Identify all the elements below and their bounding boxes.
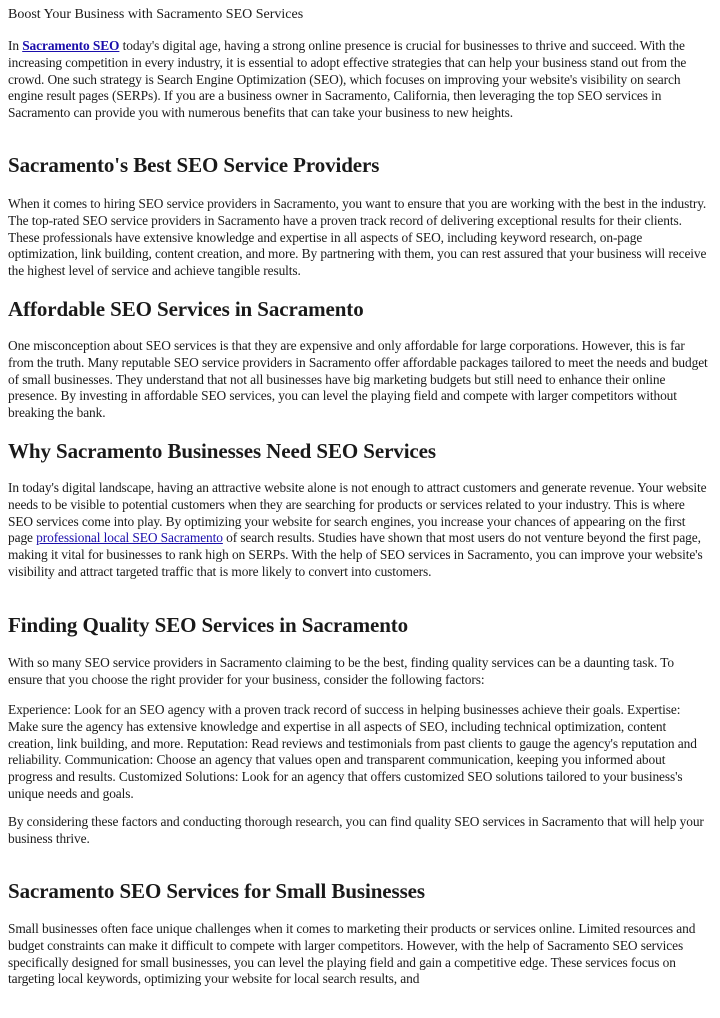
section-heading-best-providers: Sacramento's Best SEO Service Providers bbox=[8, 153, 380, 177]
section-paragraph-small-businesses: Small businesses often face unique challenges when it comes to marketing their products or services online. Limited resources and budget constraints can make it difficult to compete with larger competitors. However, with the help of Sacramento SEO services specifically designed for small businesses, you can level the playing field and gain a competitive edge. These services focus on targeting local keywords, optimizing your website for local search results, and bbox=[8, 921, 696, 987]
factors-paragraph: Experience: Look for an SEO agency with a proven track record of success in helping businesses achieve their goals. Expertise: Make sure the agency has extensive knowledge and expertise in all aspects of SEO, including technical optimization, content creation, link building, and more. Reputation: Read reviews and testimonials from past clients to gauge the agency's reputation and reliability. Communication: Choose an agency that values open and transparent communication, keeping you informed about progress and results. Customized Solutions: Look for an agency that offers customized SEO solutions tailored to your business's unique needs and goals. bbox=[8, 702, 697, 801]
section-heading-why-need: Why Sacramento Businesses Need SEO Services bbox=[8, 439, 436, 463]
section-heading-small-businesses: Sacramento SEO Services for Small Businesses bbox=[8, 879, 425, 903]
section-paragraph-best-providers: When it comes to hiring SEO service providers in Sacramento, you want to ensure that you are working with the best in the industry. The top-rated SEO service providers in Sacramento have a proven track record of delivering exceptional results for their clients. These professionals have extensive knowledge and expertise in all aspects of SEO, including keyword research, on-page optimization, link building, content creation, and more. By partnering with them, you can rest assured that your business will receive the highest level of service and achieve tangible results. bbox=[8, 196, 707, 279]
professional-local-seo-link[interactable]: professional local SEO Sacramento bbox=[36, 530, 223, 546]
section-paragraph-affordable: One misconception about SEO services is that they are expensive and only affordable for large corporations. However, this is far from the truth. Many reputable SEO service providers in Sacramento offer affordable packages tailored to meet the needs and budget of small businesses. They understand that not all businesses have big marketing budgets but still need to enhance their online presence. By investing in affordable SEO services, you can level the playing field and compete with larger competitors without breaking the bank. bbox=[8, 338, 708, 421]
section-heading-finding-quality: Finding Quality SEO Services in Sacramento bbox=[8, 613, 409, 637]
why-need-suffix: of search results. Studies have shown that most users do not venture beyond the first page, making it vital for businesses to rank high on SERPs. With the help of SEO services in Sacramento, you can improve your website's visibility and attract targeted traffic that is more likely to convert into customers. bbox=[8, 530, 703, 579]
section-paragraph-why-need bbox=[8, 480, 710, 581]
section-heading-affordable: Affordable SEO Services in Sacramento bbox=[8, 297, 364, 321]
conclusion-paragraph: By considering these factors and conducting thorough research, you can find quality SEO services in Sacramento that will help your business thrive. bbox=[8, 814, 704, 846]
why-need-prefix: In today's digital landscape, having an attractive website alone is not enough to attract customers and generate revenue. Your website needs to be visible to potential customers when they are searching for products or services related to your industry. This is where SEO services come into play. By optimizing your website for search engines, you increase your chances of appearing on the first page bbox=[8, 480, 707, 546]
intro-prefix: In bbox=[8, 38, 23, 53]
intro-paragraph bbox=[8, 38, 710, 122]
section-paragraph-finding-quality: With so many SEO service providers in Sacramento claiming to be the best, finding quality services can be a daunting task. To ensure that you choose the right provider for your business, consider the following factors: bbox=[8, 655, 674, 687]
sacramento-seo-link[interactable]: Sacramento SEO bbox=[22, 38, 120, 53]
document-title: Boost Your Business with Sacramento SEO Services bbox=[8, 7, 304, 22]
intro-suffix: today's digital age, having a strong online presence is crucial for businesses to thrive and succeed. With the increasing competition in every industry, it is essential to adopt effective strategies that can help your business stand out from the crowd. One such strategy is Search Engine Optimization (SEO), which focuses on improving your website's visibility on search engine result pages (SERPs). If you are a business owner in Sacramento, California, then leveraging the top SEO services in Sacramento can provide you with numerous benefits that can take your business to new heights. bbox=[8, 38, 687, 121]
